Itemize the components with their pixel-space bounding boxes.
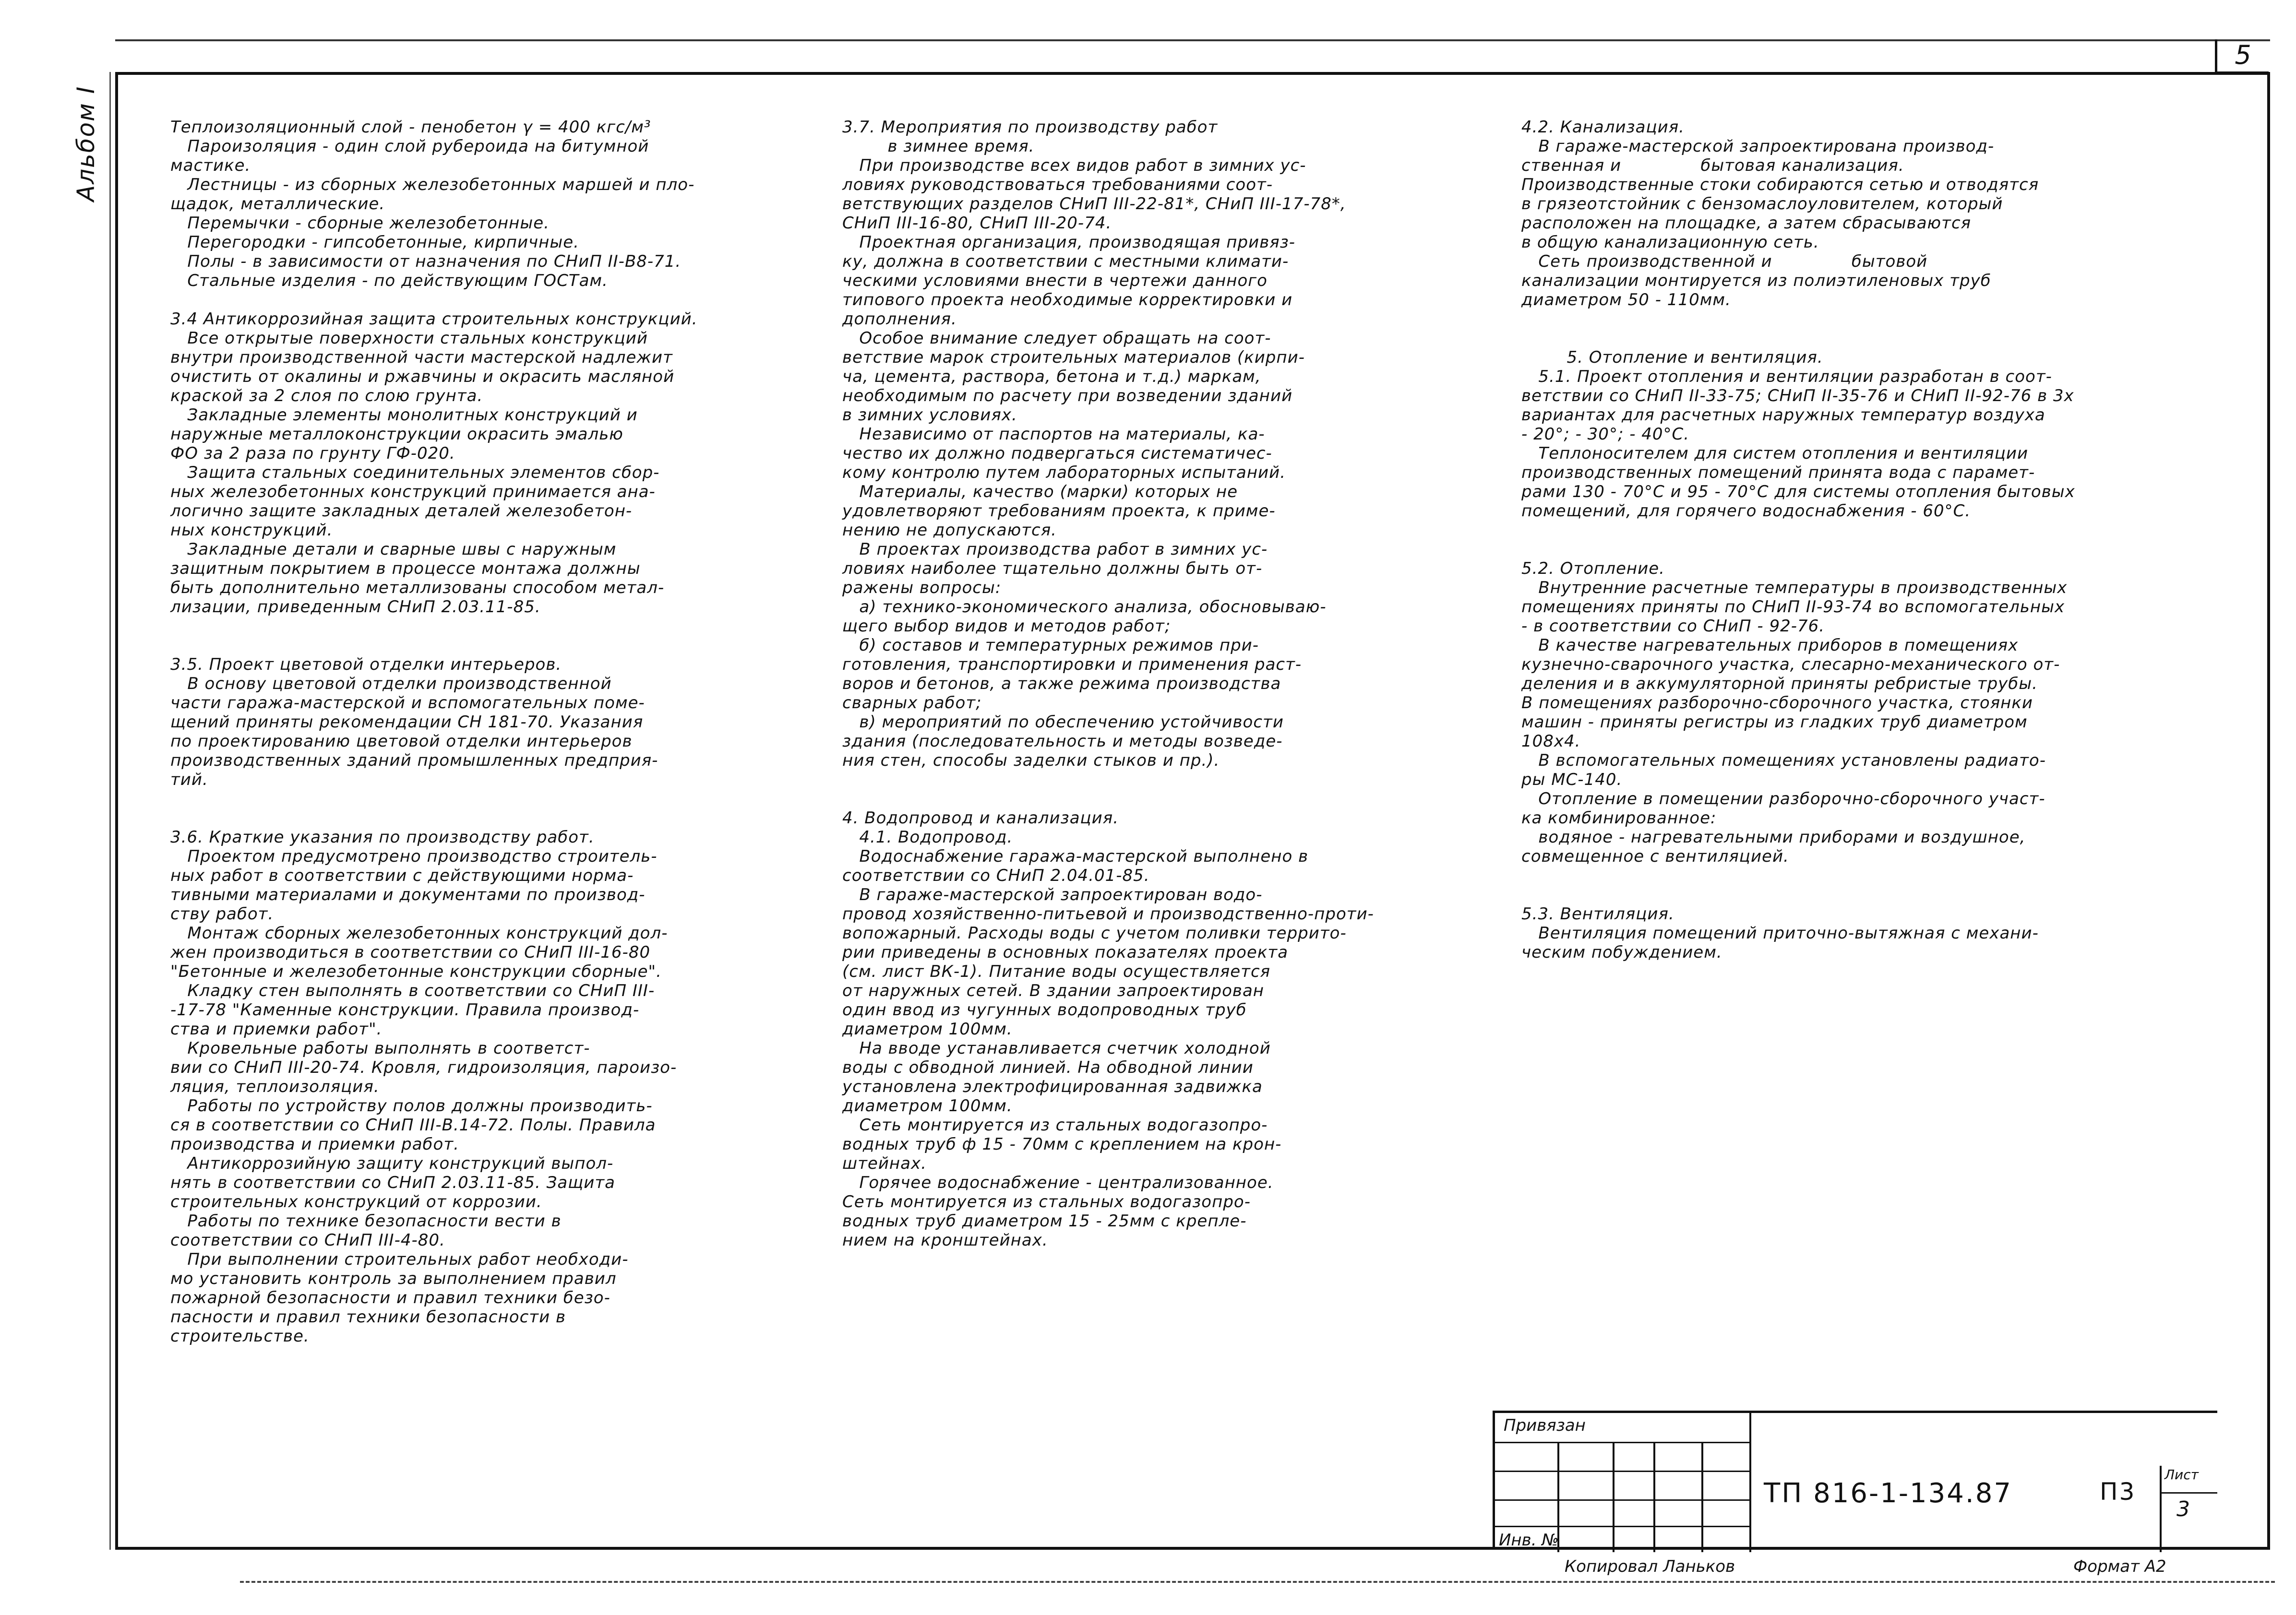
text-line: - 20°; - 30°; - 40°С. bbox=[1521, 425, 1690, 444]
text-line: Закладные элементы монолитных конструкций и bbox=[170, 405, 638, 425]
text-line bbox=[1521, 540, 2232, 559]
text-line: мо установить контроль за выполнением правил bbox=[170, 1269, 617, 1288]
text-line: штейнах. bbox=[842, 1154, 927, 1173]
text-line: 5.2. Отопление. bbox=[1521, 559, 1665, 578]
text-line: ветствии со СНиП II-33-75; СНиП II-35-76 и СНиП II-92-76 в 3х bbox=[1521, 386, 2074, 405]
text-line: ческим побуждением. bbox=[1521, 943, 1722, 962]
text-line: ловиях наиболее тщательно должны быть от- bbox=[842, 559, 1263, 578]
text-line: Лестницы - из сборных железобетонных маршей и пло- bbox=[170, 175, 695, 194]
text-line: 5.1. Проект отопления и вентиляции разработан в соот- bbox=[1521, 367, 2052, 386]
text-line bbox=[1521, 329, 2232, 348]
text-line: ку, должна в соответствии с местными климати- bbox=[842, 252, 1289, 271]
text-line: Все открытые поверхности стальных конструкций bbox=[170, 329, 648, 348]
text-line: диаметром 100мм. bbox=[842, 1096, 1013, 1116]
text-line: а) технико-экономического анализа, обосновываю- bbox=[842, 597, 1327, 617]
text-line: соответствии со СНиП III-4-80. bbox=[170, 1231, 445, 1250]
text-line: вии со СНиП III-20-74. Кровля, гидроизоляция, пароизо- bbox=[170, 1058, 677, 1077]
text-line: щего выбор видов и методов работ; bbox=[842, 617, 1171, 636]
text-line: При выполнении строительных работ необходи- bbox=[170, 1250, 629, 1269]
text-line: Теплоизоляционный слой - пенобетон γ = 400 кгс/м³ bbox=[170, 118, 651, 137]
text-column-left bbox=[170, 118, 785, 1346]
text-line: удовлетворяют требованиям проекта, к приме- bbox=[842, 501, 1276, 521]
text-line bbox=[1521, 885, 2232, 904]
bottom-dashed-line bbox=[240, 1581, 2275, 1583]
text-line: ческими условиями внести в чертежи данного bbox=[842, 271, 1268, 290]
text-line: Материалы, качество (марки) которых не bbox=[842, 482, 1238, 501]
text-line: Независимо от паспортов на материалы, ка- bbox=[842, 425, 1265, 444]
text-line: в зимнее время. bbox=[842, 137, 1035, 156]
text-line: Кладку стен выполнять в соответствии со СНиП III- bbox=[170, 981, 655, 1000]
copied-by: Копировал Ланьков bbox=[1565, 1557, 1735, 1576]
text-line: ловиях руководствоваться требованиями соот- bbox=[842, 175, 1273, 194]
text-line: производства и приемки работ. bbox=[170, 1135, 459, 1154]
text-line: дополнения. bbox=[842, 309, 957, 329]
text-line: Монтаж сборных железобетонных конструкций дол- bbox=[170, 924, 668, 943]
text-line: ФО за 2 раза по грунту ГФ-020. bbox=[170, 444, 455, 463]
text-line: совмещенное с вентиляцией. bbox=[1521, 847, 1789, 866]
text-line: Водоснабжение гаража-мастерской выполнено в bbox=[842, 847, 1309, 866]
text-line: - в соответствии со СНиП - 92-76. bbox=[1521, 617, 1825, 636]
text-line: части гаража-мастерской и вспомогательных поме- bbox=[170, 693, 645, 712]
text-line: от наружных сетей. В здании запроектирован bbox=[842, 981, 1265, 1000]
text-line: производственных зданий промышленных предприя- bbox=[170, 751, 658, 770]
text-line: нять в соответствии со СНиП 2.03.11-85. Защита bbox=[170, 1173, 615, 1192]
text-line: нению не допускаются. bbox=[842, 521, 1057, 540]
text-line: установлена электрофицированная задвижка bbox=[842, 1077, 1263, 1096]
text-line: деления и в аккумуляторной приняты ребристые трубы. bbox=[1521, 674, 2038, 693]
text-line bbox=[1521, 309, 2232, 329]
text-line bbox=[1521, 866, 2232, 885]
text-line: тий. bbox=[170, 770, 208, 789]
album-label: Альбом I bbox=[72, 85, 100, 202]
text-line bbox=[842, 789, 1514, 808]
text-line: ных конструкций. bbox=[170, 521, 333, 540]
text-line: ры МС-140. bbox=[1521, 770, 1623, 789]
text-line: В гараже-мастерской запроектирована производ- bbox=[1521, 137, 1995, 156]
text-line: строительных конструкций от коррозии. bbox=[170, 1192, 542, 1211]
text-line: помещениях приняты по СНиП II-93-74 во вспомогательных bbox=[1521, 597, 2065, 617]
text-line bbox=[1521, 521, 2232, 540]
text-line: пожарной безопасности и правил техники безо- bbox=[170, 1288, 610, 1307]
text-line: 4.1. Водопровод. bbox=[842, 828, 1013, 847]
stamp-rule bbox=[1495, 1442, 1749, 1443]
text-line: 5.3. Вентиляция. bbox=[1521, 904, 1674, 924]
text-line: "Бетонные и железобетонные конструкции сборные". bbox=[170, 962, 662, 981]
text-line: 3.4 Антикоррозийная защита строительных конструкций. bbox=[170, 309, 698, 329]
text-line: кому контролю путем лабораторных испытаний. bbox=[842, 463, 1286, 482]
text-line: в общую канализационную сеть. bbox=[1521, 233, 1819, 252]
text-line bbox=[170, 636, 785, 655]
text-line: готовления, транспортировки и применения раст- bbox=[842, 655, 1302, 674]
text-line: ражены вопросы: bbox=[842, 578, 1002, 597]
project-code: ТП 816-1-134.87 bbox=[1764, 1478, 2012, 1509]
text-line: (см. лист ВК-1). Питание воды осуществляется bbox=[842, 962, 1271, 981]
text-line: 4.2. Канализация. bbox=[1521, 118, 1685, 137]
text-line: Работы по устройству полов должны производить- bbox=[170, 1096, 653, 1116]
text-line: логично защите закладных деталей железобетон- bbox=[170, 501, 633, 521]
text-line: пасности и правил техники безопасности в bbox=[170, 1307, 566, 1327]
text-line: На вводе устанавливается счетчик холодной bbox=[842, 1039, 1271, 1058]
text-line: тивными материалами и документами по производ- bbox=[170, 885, 646, 904]
text-line: При производстве всех видов работ в зимних ус- bbox=[842, 156, 1306, 175]
text-line: щадок, металлические. bbox=[170, 194, 385, 214]
text-line: б) составов и температурных режимов при- bbox=[842, 636, 1259, 655]
text-line: мастике. bbox=[170, 156, 251, 175]
text-line: ния стен, способы заделки стыков и пр.). bbox=[842, 751, 1220, 770]
album-margin-rule bbox=[109, 72, 111, 1550]
text-line bbox=[170, 808, 785, 828]
stamp-divider bbox=[2160, 1466, 2162, 1552]
text-line: ственная и бытовая канализация. bbox=[1521, 156, 1904, 175]
text-line: Отопление в помещении разборочно-сборочного участ- bbox=[1521, 789, 2045, 808]
text-line: Проектом предусмотрено производство строитель- bbox=[170, 847, 658, 866]
stamp-rule bbox=[1495, 1471, 1749, 1472]
text-line: здания (последовательность и методы возведе- bbox=[842, 732, 1283, 751]
text-line: -17-78 "Каменные конструкции. Правила производ- bbox=[170, 1000, 640, 1020]
text-line: Полы - в зависимости от назначения по СНиП II-В8-71. bbox=[170, 252, 682, 271]
text-line: В гараже-мастерской запроектирован водо- bbox=[842, 885, 1263, 904]
text-line: быть дополнительно металлизованы способом метал- bbox=[170, 578, 665, 597]
text-line: 3.7. Мероприятия по производству работ bbox=[842, 118, 1218, 137]
text-line bbox=[170, 789, 785, 808]
text-line: чество их должно подвергаться систематичес- bbox=[842, 444, 1272, 463]
text-line: диаметром 50 - 110мм. bbox=[1521, 290, 1731, 309]
stamp-rule bbox=[1495, 1499, 1749, 1501]
text-line: соответствии со СНиП 2.04.01-85. bbox=[842, 866, 1150, 885]
text-line: производственных помещений принята вода с парамет- bbox=[1521, 463, 2035, 482]
text-line: СНиП III-16-80, СНиП III-20-74. bbox=[842, 214, 1112, 233]
text-line: ных железобетонных конструкций принимается ана- bbox=[170, 482, 656, 501]
text-line: 3.5. Проект цветовой отделки интерьеров. bbox=[170, 655, 562, 674]
text-line: в грязеотстойник с бензомаслоуловителем, который bbox=[1521, 194, 2003, 214]
text-line: Закладные детали и сварные швы с наружным bbox=[170, 540, 617, 559]
text-line: ляция, теплоизоляция. bbox=[170, 1077, 380, 1096]
stamp-divider bbox=[1749, 1413, 1751, 1552]
text-line: провод хозяйственно-питьевой и производственно-проти- bbox=[842, 904, 1374, 924]
text-line: рами 130 - 70°С и 95 - 70°С для системы отопления бытовых bbox=[1521, 482, 2075, 501]
text-line: защитным покрытием в процессе монтажа должны bbox=[170, 559, 641, 578]
text-line: водяное - нагревательными приборами и воздушное, bbox=[1521, 828, 2026, 847]
text-line: кузнечно-сварочного участка, слесарно-механического от- bbox=[1521, 655, 2060, 674]
text-line: ся в соответствии со СНиП III-В.14-72. Полы. Правила bbox=[170, 1116, 656, 1135]
top-border-line bbox=[115, 39, 2270, 41]
text-line: Работы по технике безопасности вести в bbox=[170, 1211, 562, 1231]
text-line bbox=[170, 290, 785, 309]
text-line: рии приведены в основных показателях проекта bbox=[842, 943, 1289, 962]
stamp-divider bbox=[1613, 1442, 1614, 1552]
text-column-right bbox=[1521, 118, 2232, 962]
text-line: Сеть монтируется из стальных водогазопро- bbox=[842, 1116, 1268, 1135]
text-line: воров и бетонов, а также режима производства bbox=[842, 674, 1281, 693]
text-line: Производственные стоки собираются сетью и отводятся bbox=[1521, 175, 2039, 194]
text-line: необходимым по расчету при возведении зданий bbox=[842, 386, 1293, 405]
text-line: Теплоносителем для систем отопления и вентиляции bbox=[1521, 444, 2029, 463]
format-label: Формат А2 bbox=[2073, 1557, 2166, 1576]
text-line: в зимних условиях. bbox=[842, 405, 1017, 425]
stamp-rule bbox=[2160, 1492, 2217, 1494]
text-line: Сеть монтируется из стальных водогазопро- bbox=[842, 1192, 1251, 1211]
text-line: 3.6. Краткие указания по производству работ. bbox=[170, 828, 595, 847]
text-line: водных труб диаметром 15 - 25мм с крепле- bbox=[842, 1211, 1247, 1231]
text-line: ства и приемки работ". bbox=[170, 1020, 383, 1039]
text-line: 5. Отопление и вентиляция. bbox=[1521, 348, 1823, 367]
text-line: ча, цемента, раствора, бетона и т.д.) маркам, bbox=[842, 367, 1261, 386]
text-line: помещений, для горячего водоснабжения - 60°С. bbox=[1521, 501, 1971, 521]
text-line: В основу цветовой отделки производственной bbox=[170, 674, 612, 693]
text-line: краской за 2 слоя по слою грунта. bbox=[170, 386, 483, 405]
text-line: Кровельные работы выполнять в соответст- bbox=[170, 1039, 590, 1058]
text-line: расположен на площадке, а затем сбрасываются bbox=[1521, 214, 1972, 233]
text-line: воды с обводной линией. На обводной линии bbox=[842, 1058, 1254, 1077]
inv-label: Инв. № bbox=[1499, 1531, 1559, 1550]
text-line: В помещениях разборочно-сборочного участка, стоянки bbox=[1521, 693, 2033, 712]
stamp-rule bbox=[1495, 1526, 1749, 1527]
text-line: наружные металлоконструкции окрасить эмалью bbox=[170, 425, 623, 444]
text-line: водных труб ф 15 - 70мм с креплением на крон- bbox=[842, 1135, 1282, 1154]
text-line: ству работ. bbox=[170, 904, 274, 924]
text-line: Вентиляция помещений приточно-вытяжная с механи- bbox=[1521, 924, 2039, 943]
text-line: ка комбинированное: bbox=[1521, 808, 1717, 828]
text-line: вопожарный. Расходы воды с учетом поливки террито- bbox=[842, 924, 1347, 943]
text-line: машин - приняты регистры из гладких труб диаметром bbox=[1521, 712, 2028, 732]
text-line: в) мероприятий по обеспечению устойчивости bbox=[842, 712, 1284, 732]
stamp-divider bbox=[1653, 1442, 1655, 1552]
text-line bbox=[170, 617, 785, 636]
text-line: Внутренние расчетные температуры в производственных bbox=[1521, 578, 2068, 597]
text-line: сварных работ; bbox=[842, 693, 982, 712]
text-line: по проектированию цветовой отделки интерьеров bbox=[170, 732, 633, 751]
text-line: ветствующих разделов СНиП III-22-81*, СНиП III-17-78*, bbox=[842, 194, 1346, 214]
text-line: Особое внимание следует обращать на соот- bbox=[842, 329, 1271, 348]
text-line: канализации монтируется из полиэтиленовых труб bbox=[1521, 271, 1991, 290]
sheet-code: П3 bbox=[2100, 1478, 2136, 1506]
text-line: нием на кронштейнах. bbox=[842, 1231, 1048, 1250]
text-line: ных работ в соответствии с действующими норма- bbox=[170, 866, 634, 885]
text-line: Антикоррозийную защиту конструкций выпол- bbox=[170, 1154, 614, 1173]
text-line: 108х4. bbox=[1521, 732, 1581, 751]
text-line: жен производиться в соответствии со СНиП III-16-80 bbox=[170, 943, 651, 962]
text-line: лизации, приведенным СНиП 2.03.11-85. bbox=[170, 597, 541, 617]
sheet-number: 5 bbox=[2215, 39, 2269, 74]
text-line: один ввод из чугунных водопроводных труб bbox=[842, 1000, 1247, 1020]
text-line: строительстве. bbox=[170, 1327, 310, 1346]
text-line: Перегородки - гипсобетонные, кирпичные. bbox=[170, 233, 579, 252]
text-line: очистить от окалины и ржавчины и окрасить масляной bbox=[170, 367, 675, 386]
text-line: внутри производственной части мастерской надлежит bbox=[170, 348, 673, 367]
text-line: диаметром 100мм. bbox=[842, 1020, 1013, 1039]
text-line: 4. Водопровод и канализация. bbox=[842, 808, 1119, 828]
sheet-value: 3 bbox=[2176, 1497, 2190, 1521]
text-line: Перемычки - сборные железобетонные. bbox=[170, 214, 550, 233]
text-line: типового проекта необходимые корректировки и bbox=[842, 290, 1293, 309]
text-line: В проектах производства работ в зимних ус- bbox=[842, 540, 1268, 559]
stamp-divider bbox=[1701, 1442, 1703, 1552]
text-line: ветствие марок строительных материалов (кирпи- bbox=[842, 348, 1305, 367]
text-line: Горячее водоснабжение - централизованное. bbox=[842, 1173, 1274, 1192]
text-line: Проектная организация, производящая привяз- bbox=[842, 233, 1296, 252]
bound-label: Привязан bbox=[1504, 1416, 1586, 1435]
text-line: Сеть производственной и бытовой bbox=[1521, 252, 1928, 271]
text-line: вариантах для расчетных наружных температур воздуха bbox=[1521, 405, 2045, 425]
title-block bbox=[1493, 1411, 2217, 1550]
text-line: Стальные изделия - по действующим ГОСТам. bbox=[170, 271, 608, 290]
text-line: Пароизоляция - один слой рубероида на битумной bbox=[170, 137, 649, 156]
text-line bbox=[842, 770, 1514, 789]
text-column-middle bbox=[842, 118, 1514, 1250]
text-line: щений приняты рекомендации СН 181-70. Указания bbox=[170, 712, 644, 732]
text-line: В качестве нагревательных приборов в помещениях bbox=[1521, 636, 2019, 655]
text-line: Защита стальных соединительных элементов сбор- bbox=[170, 463, 660, 482]
sheet-label: Лист bbox=[2164, 1467, 2199, 1483]
text-line: В вспомогательных помещениях установлены радиато- bbox=[1521, 751, 2046, 770]
